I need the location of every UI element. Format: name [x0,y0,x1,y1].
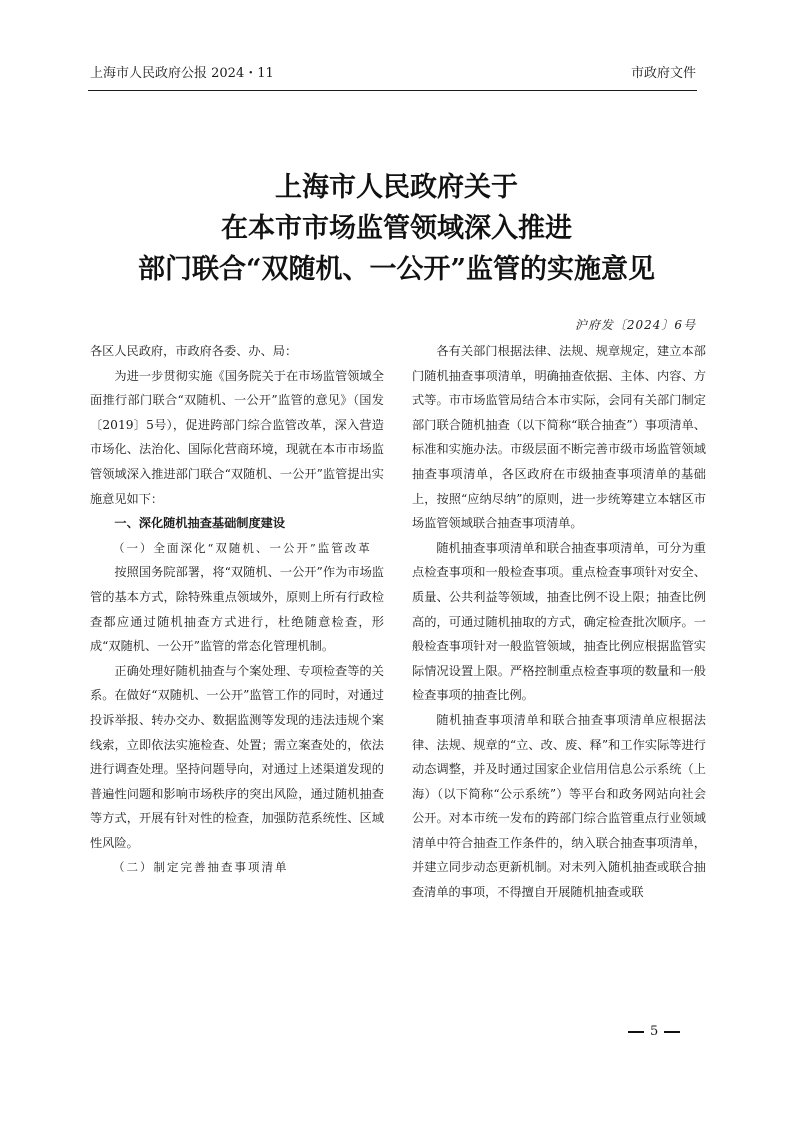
subsection-heading-1: （一）全面深化“双随机、一公开”监管改革 [113,540,372,555]
document-number: 沪府发〔2024〕6号 [574,318,696,332]
running-header [90,62,696,86]
section-label: 市政府文件 [630,66,696,81]
gazette-issue: 上海市人民政府公报 2024・11 [90,66,274,81]
body-paragraph: 随机抽查事项清单和联合抽查事项清单应根据法律、法规、规章的“立、改、废、释”和工作实际等进行动态调整，并及时通过国家企业信用信息公示系统（上海）（以下简称“公示系统”）等平台和政务网站向社会公开。对本市统一发布的跨部门综合监管重点行业领域清单中符合抽查工作条件的，纳入联合抽查事项清单，并建立同步动态更新机制。对未列入随机抽查或联合抽查清单的事项，不得擅自开展随机抽查或联 [412,712,706,900]
document-title [60,167,733,290]
body-paragraph: 各有关部门根据法律、法规、规章规定，建立本部门随机抽查事项清单，明确抽查依据、主体、内容、方式等。市市场监管局结合本市实际，会同有关部门制定部门联合随机抽查（以下简称“联合抽查”）事项清单、标准和实施办法。市级层面不断完善市级市场监管领域抽查事项清单，各区政府在市级抽查事项清单的基础上，按照“应纳尽纳”的原则，进一步统筹建立本辖区市场监管领域联合抽查事项清单。 [412,344,706,531]
intro-paragraph: 为进一步贯彻实施《国务院关于在市场监管领域全面推行部门联合“双随机、一公开”监管的意见》（国发〔2019〕5号），促进跨部门综合监管改革，深入营造市场化、法治化、国际化营商环境，现就在本市市场监管领域深入推进部门联合“双随机、一公开”监管提出实施意见如下： [90,368,384,506]
title-line-1: 上海市人民政府关于 [275,172,518,203]
title-line-2: 在本市市场监管领域深入推进 [221,213,572,244]
body-paragraph: 正确处理好随机抽查与个案处理、专项检查等的关系。在做好“双随机、一公开”监管工作的同时，对通过投诉举报、转办交办、数据监测等发现的违法违规个案线索，立即依法实施检查、处置；需立案查处的，依法进行调查处理。坚持问题导向，对通过上述渠道发现的普遍性问题和影响市场秩序的突出风险，通过随机抽查等方式，开展有针对性的检查，加强防范系统性、区域性风险。 [90,663,384,850]
section-heading-1: 一、深化随机抽查基础制度建设 [114,516,286,531]
page-number [622,1022,686,1042]
left-column [90,339,384,880]
dash-left [628,1031,644,1033]
body-paragraph: 按照国务院部署，将“双随机、一公开”作为市场监管的基本方式，除特殊重点领域外，原则上所有行政检查都应通过随机抽查方式进行，杜绝随意检查，形成“双随机、一公开”监管的常态化管理机制。 [90,565,384,654]
title-line-3: 部门联合“双随机、一公开”监管的实施意见 [137,254,656,285]
body-paragraph: 随机抽查事项清单和联合抽查事项清单，可分为重点检查事项和一般检查事项。重点检查事项针对安全、质量、公共利益等领域，抽查比例不设上限；抽查比例高的，可通过随机抽取的方式，确定检查批次顺序。一般检查事项针对一般监管领域，抽查比例应根据监管实际情况设置上限。严格控制重点检查事项的数量和一般检查事项的抽查比例。 [412,540,706,703]
dash-right [664,1031,680,1033]
subsection-heading-2: （二）制定完善抽查事项清单 [113,860,289,875]
salutation: 各区人民政府，市政府各委、办、局： [90,344,298,358]
header-divider [88,90,697,91]
page-number-value: 5 [650,1024,659,1039]
right-column [412,339,706,905]
